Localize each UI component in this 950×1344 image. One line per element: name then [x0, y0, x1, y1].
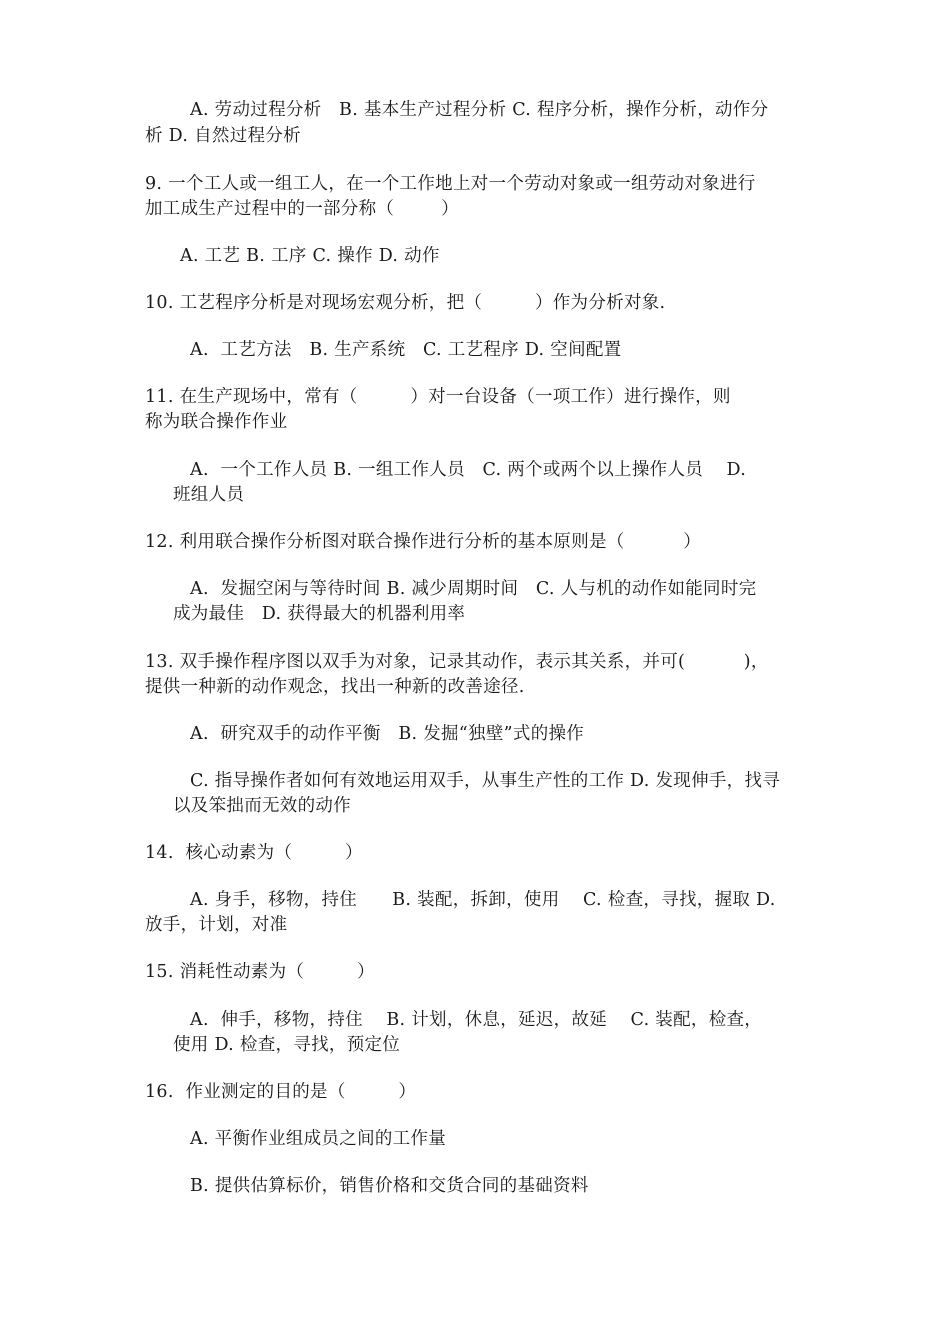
q9-text-line-2: 加工成生产过程中的一部分称（ ）	[145, 199, 459, 219]
q16-option-a: A. 平衡作业组成员之间的工作量	[190, 1129, 447, 1149]
q9-text-line-1: 9. 一个工人或一组工人，在一个工作地上对一个劳动对象或一组劳动对象进行	[145, 174, 756, 194]
q15-text: 15. 消耗性动素为（ ）	[145, 962, 375, 982]
q12-options-line-2: 成为最佳 D. 获得最大的机器利用率	[173, 604, 466, 624]
q14-options-line-2: 放手，计划，对准	[145, 915, 288, 935]
q13-options-line-3: 以及笨拙而无效的动作	[173, 796, 351, 816]
q10-options: A. 工艺方法 B. 生产系统 C. 工艺程序 D. 空间配置	[190, 340, 622, 360]
q13-text-line-1: 13. 双手操作程序图以双手为对象，记录其动作，表示其关系，并可( )，	[145, 652, 769, 672]
q9-options: A. 工艺 B. 工序 C. 操作 D. 动作	[180, 246, 440, 266]
q12-text: 12. 利用联合操作分析图对联合操作进行分析的基本原则是（ ）	[145, 532, 702, 552]
q10-text: 10. 工艺程序分析是对现场宏观分析，把（ ）作为分析对象.	[145, 293, 666, 313]
q8-options-line-2: 析 D. 自然过程分析	[145, 126, 301, 146]
q16-option-b: B. 提供估算标价，销售价格和交货合同的基础资料	[190, 1176, 589, 1196]
q11-text-line-2: 称为联合操作作业	[145, 412, 288, 432]
q14-options-line-1: A. 身手，移物，持住 B. 装配，拆卸，使用 C. 检查，寻找，握取 D.	[190, 890, 776, 910]
q15-options-line-1: A. 伸手，移物，持住 B. 计划，休息，延迟，故延 C. 装配，检查，	[190, 1010, 763, 1030]
q11-options-line-1: A. 一个工作人员 B. 一组工作人员 C. 两个或两个以上操作人员 D.	[190, 460, 747, 480]
q13-options-line-1: A. 研究双手的动作平衡 B. 发掘“独壁”式的操作	[190, 724, 585, 744]
q11-options-line-2: 班组人员	[173, 485, 245, 505]
q15-options-line-2: 使用 D. 检查，寻找，预定位	[173, 1035, 401, 1055]
q16-text: 16. 作业测定的目的是（ ）	[145, 1082, 417, 1102]
q13-text-line-2: 提供一种新的动作观念，找出一种新的改善途径.	[145, 677, 525, 697]
q14-text: 14. 核心动素为（ ）	[145, 843, 363, 863]
q13-options-line-2: C. 指导操作者如何有效地运用双手，从事生产性的工作 D. 发现伸手，找寻	[190, 771, 781, 791]
q8-options-line-1: A. 劳动过程分析 B. 基本生产过程分析 C. 程序分析，操作分析，动作分	[190, 100, 769, 120]
q11-text-line-1: 11. 在生产现场中，常有（ ）对一台设备（一项工作）进行操作，则	[145, 387, 731, 407]
q12-options-line-1: A. 发掘空闲与等待时间 B. 减少周期时间 C. 人与机的动作如能同时完	[190, 579, 757, 599]
